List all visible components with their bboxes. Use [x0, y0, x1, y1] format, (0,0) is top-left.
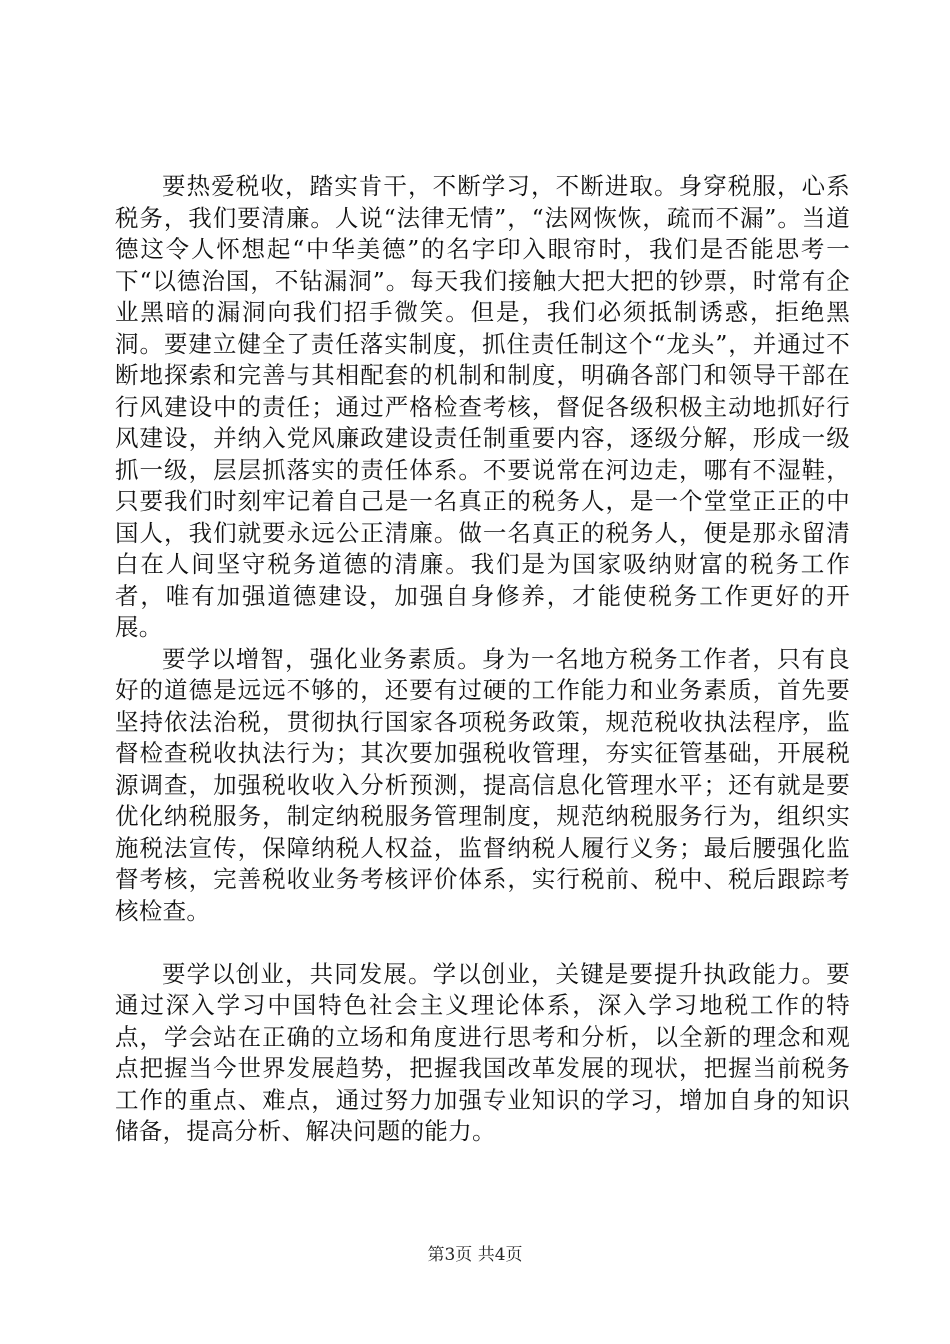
page-footer [0, 1244, 950, 1266]
paragraph-development: 要学以创业，共同发展。学以创业，关键是要提升执政能力。要通过深入学习中国特色社会主义理论体系，深入学习地税工作的特点，学会站在正确的立场和角度进行思考和分析，以全新的理念和观点把握当今世界发展趋势，把握我国改革发展的现状，把握当前税务工作的重点、难点，通过努力加强专业知识的学习，增加自身的知识储备，提高分析、解决问题的能力。 [115, 959, 850, 1145]
page-number-label: 第3页 共4页 [427, 1245, 523, 1265]
paragraph-integrity: 要热爱税收，踏实肯干，不断学习，不断进取。身穿税服，心系税务，我们要清廉。人说“法律无情”，“法网恢恢，疏而不漏”。当道德这令人怀想起“中华美德”的名字印入眼帘时，我们是否能思考一下“以德治国，不钻漏洞”。每天我们接触大把大把的钞票，时常有企业黑暗的漏洞向我们招手微笑。但是，我们必须抵制诱惑，拒绝黑洞。要建立健全了责任落实制度，抓住责任制这个“龙头”，并通过不断地探索和完善与其相配套的机制和制度，明确各部门和领导干部在行风建设中的责任；通过严格检查考核，督促各级积极主动地抓好行风建设，并纳入党风廉政建设责任制重要内容，逐级分解，形成一级抓一级，层层抓落实的责任体系。不要说常在河边走，哪有不湿鞋，只要我们时刻牢记着自己是一名真正的税务人，是一个堂堂正正的中国人，我们就要永远公正清廉。做一名真正的税务人，便是那永留清白在人间坚守税务道德的清廉。我们是为国家吸纳财富的税务工作者，唯有加强道德建设，加强自身修养，才能使税务工作更好的开展。 [115, 172, 850, 641]
paragraph-professional-quality: 要学以增智，强化业务素质。身为一名地方税务工作者，只有良好的道德是远远不够的，还要有过硬的工作能力和业务素质，首先要坚持依法治税，贯彻执行国家各项税务政策，规范税收执法程序，监督检查税收执法行为；其次要加强税收管理，夯实征管基础，开展税源调查，加强税收收入分析预测，提高信息化管理水平；还有就是要优化纳税服务，制定纳税服务管理制度，规范纳税服务行为，组织实施税法宣传，保障纳税人权益，监督纳税人履行义务；最后腰强化监督考核，完善税收业务考核评价体系，实行税前、税中、税后跟踪考核检查。 [115, 644, 850, 925]
document-body [115, 171, 850, 1148]
